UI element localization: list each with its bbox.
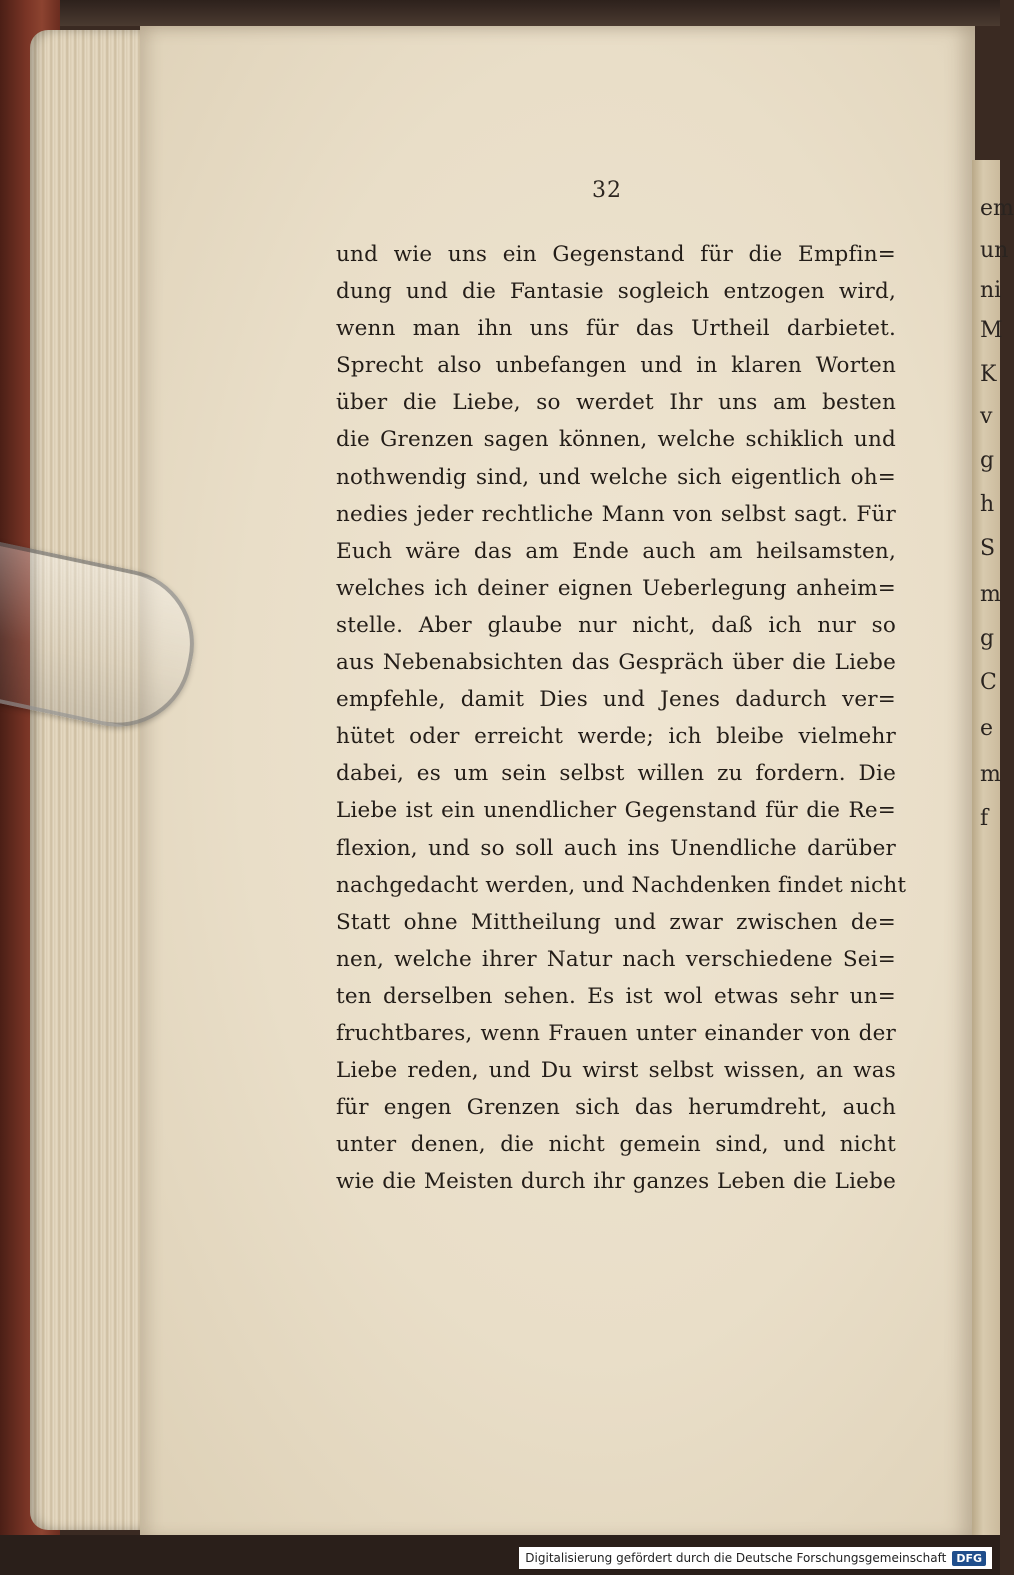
text-line: Liebe ist ein unendlicher Gegenstand für die Re=: [336, 798, 896, 824]
next-page-fragment: S: [980, 536, 996, 561]
next-page-fragment: h: [980, 492, 995, 517]
page-edges: [30, 30, 150, 1530]
next-page-fragment: em: [980, 196, 1014, 221]
page-text: [336, 236, 907, 1200]
text-line: stelle. Aber glaube nur nicht, daß ich nur so: [336, 612, 896, 638]
text-line: für engen Grenzen sich das herumdreht, auch: [336, 1095, 896, 1121]
next-page-fragment: C: [980, 670, 997, 695]
text-line: nedies jeder rechtliche Mann von selbst sagt. Für: [336, 501, 896, 527]
text-line: Liebe reden, und Du wirst selbst wissen, an was: [336, 1058, 896, 1084]
text-line: wenn man ihn uns für das Urtheil darbietet.: [336, 316, 896, 342]
next-page-fragment: ni: [980, 278, 1002, 303]
text-line: hütet oder erreicht werde; ich bleibe vielmehr: [336, 724, 896, 750]
text-line: aus Nebenabsichten das Gespräch über die Liebe: [336, 650, 896, 676]
text-line: dabei, es um sein selbst willen zu fordern. Die: [336, 761, 896, 787]
footer-credit-bar: [519, 1547, 992, 1569]
text-line: flexion, und so soll auch ins Unendliche darüber: [336, 835, 896, 861]
next-page-fragment: e: [980, 716, 994, 741]
next-page-fragment: v: [980, 404, 993, 429]
text-line: Statt ohne Mittheilung und zwar zwischen de=: [336, 909, 896, 935]
text-line: ten derselben sehen. Es ist wol etwas sehr un=: [336, 983, 896, 1009]
text-line: unter denen, die nicht gemein sind, und nicht: [336, 1132, 896, 1158]
page-number: 32: [592, 178, 622, 203]
text-line: fruchtbares, wenn Frauen unter einander von der: [336, 1020, 896, 1046]
text-line: empfehle, damit Dies und Jenes dadurch ver=: [336, 687, 896, 713]
text-line: Sprecht also unbefangen und in klaren Worten: [336, 353, 896, 379]
text-line: und wie uns ein Gegenstand für die Empfin=: [336, 242, 896, 267]
text-line: dung und die Fantasie sogleich entzogen wird,: [336, 279, 896, 305]
text-line: nen, welche ihrer Natur nach verschiedene Sei=: [336, 946, 896, 972]
text-line: wie die Meisten durch ihr ganzes Leben die Liebe: [336, 1169, 896, 1195]
footer-credit-text: Digitalisierung gefördert durch die Deutsche Forschungsgemeinschaft: [525, 1551, 947, 1565]
next-page-fragment: g: [980, 448, 995, 473]
text-line: die Grenzen sagen können, welche schiklich und: [336, 427, 896, 453]
next-page-fragment: m: [980, 582, 1001, 607]
text-line: Euch wäre das am Ende auch am heilsamsten,: [336, 538, 896, 564]
next-page-fragment: f: [980, 806, 989, 831]
next-page-fragment: m: [980, 762, 1001, 787]
next-page-fragment: g: [980, 626, 995, 651]
next-page-fragment: un: [980, 238, 1009, 263]
text-line: welches ich deiner eignen Ueberlegung anheim=: [336, 575, 896, 601]
dfg-logo: DFG: [952, 1551, 986, 1566]
next-page-edge: [972, 160, 1014, 1540]
next-page-fragment: K: [980, 362, 997, 387]
next-page-fragment: M: [980, 318, 1003, 343]
book-cover-top: [0, 0, 1000, 26]
text-line: nachgedacht werden, und Nachdenken findet nicht: [336, 872, 907, 898]
text-line: über die Liebe, so werdet Ihr uns am besten: [336, 390, 896, 416]
text-line: nothwendig sind, und welche sich eigentlich oh=: [336, 464, 896, 490]
